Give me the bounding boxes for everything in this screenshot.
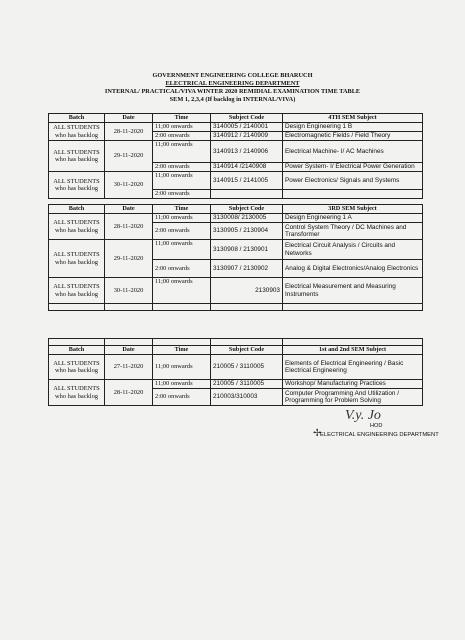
hod-label: HOD bbox=[370, 423, 383, 429]
time-cell: 11;00 onwards bbox=[153, 355, 211, 380]
empty-cell bbox=[153, 304, 211, 311]
batch-cell: ALL STUDENTS who has backlog bbox=[49, 123, 105, 141]
col-subject: 3RD SEM Subject bbox=[283, 205, 423, 214]
code-cell: 3140913 / 2140906 bbox=[211, 141, 283, 163]
code-cell: 3140005 / 2140001 bbox=[211, 123, 283, 132]
col-batch: Batch bbox=[49, 346, 105, 355]
col-time: Time bbox=[153, 114, 211, 123]
subject-cell: Power System- I/ Electrical Power Generation bbox=[283, 163, 423, 172]
empty-cell bbox=[283, 304, 423, 311]
code-cell: 3140912 / 2140909 bbox=[211, 132, 283, 141]
date-cell: 30-11-2020 bbox=[105, 278, 153, 304]
code-cell: 210005 / 3110005 bbox=[211, 380, 283, 389]
empty-cell bbox=[105, 339, 153, 346]
empty-cell bbox=[49, 339, 105, 346]
time-cell: 2:00 onwards bbox=[153, 163, 211, 172]
time-cell: 11;00 onwards bbox=[153, 380, 211, 389]
time-cell: 2:00 onwards bbox=[153, 132, 211, 141]
code-cell: 3140914 /2140908 bbox=[211, 163, 283, 172]
time-cell: 2:00 onwards bbox=[153, 190, 211, 199]
code-cell: 3130008/ 2130005 bbox=[211, 214, 283, 223]
time-cell: 11;00 onwards bbox=[153, 240, 211, 260]
time-cell: 2:00 onwards bbox=[153, 389, 211, 406]
col-time: Time bbox=[153, 346, 211, 355]
time-cell: 11;00 onwards bbox=[153, 141, 211, 163]
batch-cell: ALL STUDENTS who has backlog bbox=[49, 240, 105, 278]
empty-cell bbox=[211, 339, 283, 346]
subject-cell: Design Engineering 1 B bbox=[283, 123, 423, 132]
batch-cell: ALL STUDENTS who has backlog bbox=[49, 214, 105, 240]
subject-cell: Elements of Electrical Engineering / Basic Electrical Engineering bbox=[283, 355, 423, 380]
exam-title: INTERNAL/ PRACTICAL/VIVA WINTER 2020 REMIDIAL EXAMINATION TIME TABLE bbox=[104, 88, 361, 95]
signature-flourish-icon: ✢ bbox=[313, 428, 322, 439]
col-date: Date bbox=[105, 205, 153, 214]
subject-cell: Control System Theory / DC Machines and Transformer bbox=[283, 223, 423, 240]
date-cell: 28-11-2020 bbox=[105, 380, 153, 406]
code-cell: 210003/310003 bbox=[211, 389, 283, 406]
date-cell: 27-11-2020 bbox=[105, 355, 153, 380]
timetable-3rd-sem bbox=[48, 204, 423, 311]
empty-cell bbox=[153, 339, 211, 346]
empty-cell bbox=[105, 304, 153, 311]
subject-cell: Computer Programming And Utilization / Programming for Problem Solving bbox=[283, 389, 423, 406]
code-cell: 210005 / 3110005 bbox=[211, 355, 283, 380]
department-name: ELECTRICAL ENGINEERING DEPARTMENT bbox=[165, 80, 300, 87]
col-subject: 4TH SEM Subject bbox=[283, 114, 423, 123]
exam-subtitle: SEM 1, 2,3,4 (If backlog in INTERNAL/VIVA) bbox=[169, 96, 296, 103]
date-cell: 28-11-2020 bbox=[105, 123, 153, 141]
col-date: Date bbox=[105, 346, 153, 355]
code-cell: 3130907 / 2130902 bbox=[211, 260, 283, 278]
code-cell: 2130903 bbox=[211, 278, 283, 304]
col-batch: Batch bbox=[49, 114, 105, 123]
time-cell: 11;00 onwards bbox=[153, 278, 211, 304]
empty-cell bbox=[211, 304, 283, 311]
date-cell: 28-11-2020 bbox=[105, 214, 153, 240]
time-cell: 11;00 onwards bbox=[153, 123, 211, 132]
col-subject: 1st and 2nd SEM Subject bbox=[283, 346, 423, 355]
date-cell: 29-11-2020 bbox=[105, 240, 153, 278]
subject-cell: Electrical Measurement and Measuring Instruments bbox=[283, 278, 423, 304]
hod-signature: V.y. Jo bbox=[345, 408, 381, 423]
timetable-1st-2nd-sem bbox=[48, 338, 423, 406]
code-cell: 3130908 / 2130901 bbox=[211, 240, 283, 260]
code-cell: 3130905 / 2130904 bbox=[211, 223, 283, 240]
subject-cell bbox=[283, 190, 423, 199]
empty-cell bbox=[49, 304, 105, 311]
subject-cell: Workshop/ Manufacturing Practices bbox=[283, 380, 423, 389]
college-name: GOVERNMENT ENGINEERING COLLEGE BHARUCH bbox=[152, 72, 313, 79]
subject-cell: Electrical Circuit Analysis / Circuits and Networks bbox=[283, 240, 423, 260]
col-code: Subject Code bbox=[211, 346, 283, 355]
batch-cell: ALL STUDENTS who has backlog bbox=[49, 141, 105, 172]
col-time: Time bbox=[153, 205, 211, 214]
time-cell: 2:00 onwards bbox=[153, 223, 211, 240]
batch-cell: ALL STUDENTS who has backlog bbox=[49, 278, 105, 304]
department-footer: ELECTRICAL ENGINEERING DEPARTMENT bbox=[320, 432, 439, 438]
subject-cell: Power Electronics/ Signals and Systems bbox=[283, 172, 423, 190]
batch-cell: ALL STUDENTS who has backlog bbox=[49, 380, 105, 406]
time-cell: 2:00 onwards bbox=[153, 260, 211, 278]
col-code: Subject Code bbox=[211, 205, 283, 214]
col-date: Date bbox=[105, 114, 153, 123]
code-cell bbox=[211, 190, 283, 199]
date-cell: 30-11-2020 bbox=[105, 172, 153, 199]
batch-cell: ALL STUDENTS who has backlog bbox=[49, 355, 105, 380]
time-cell: 11;00 onwards bbox=[153, 214, 211, 223]
batch-cell: ALL STUDENTS who has backlog bbox=[49, 172, 105, 199]
date-cell: 29-11-2020 bbox=[105, 141, 153, 172]
time-cell: 11;00 onwards bbox=[153, 172, 211, 190]
subject-cell: Electrical Machine- I/ AC Machines bbox=[283, 141, 423, 163]
subject-cell: Design Engineering 1 A bbox=[283, 214, 423, 223]
empty-cell bbox=[283, 339, 423, 346]
col-batch: Batch bbox=[49, 205, 105, 214]
code-cell: 3140915 / 2141005 bbox=[211, 172, 283, 190]
subject-cell: Analog & Digital Electronics/Analog Electronics bbox=[283, 260, 423, 278]
subject-cell: Electromagnetic Fields / Field Theory bbox=[283, 132, 423, 141]
col-code: Subject Code bbox=[211, 114, 283, 123]
timetable-4th-sem bbox=[48, 113, 423, 199]
